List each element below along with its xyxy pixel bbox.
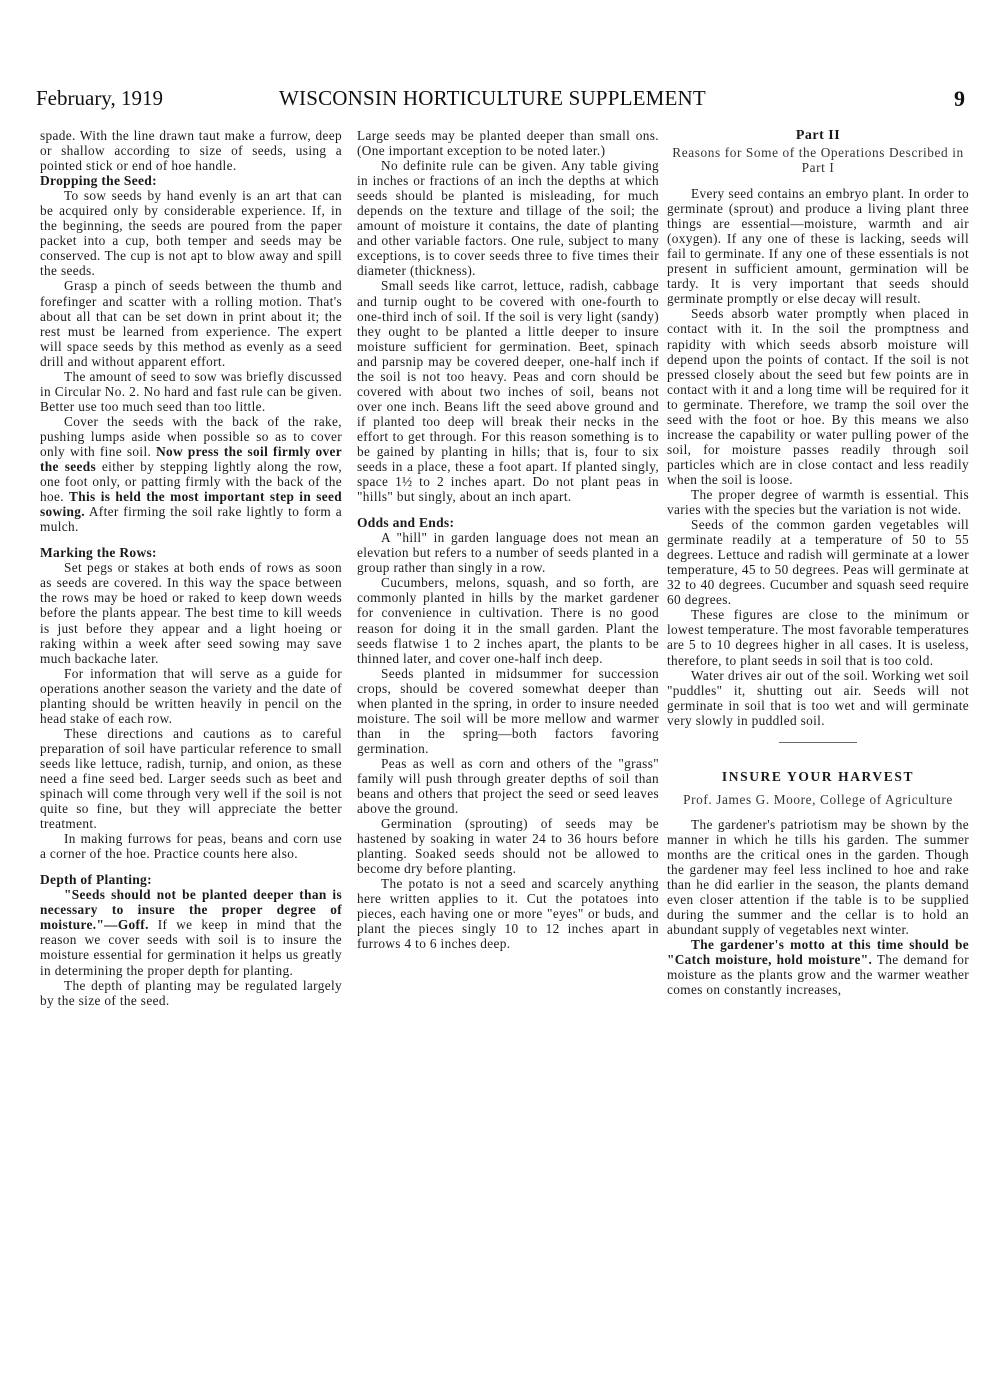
bold-motto: The gardener's motto at this time should be "Catch moisture, hold moisture". [667,937,969,968]
text-run: either by stepping lightly along the row, one foot only, or patting firmly with the back of the hoe. [40,459,342,505]
paragraph: The proper degree of warmth is essential. This varies with the species but the variation is not wide. [667,486,969,518]
paragraph: Seeds of the common garden vegetables will germinate readily at a temperature of 50 to 55 degrees. Lettuce and radish will germinate at a lower temperature, 45 to 50 degrees. Peas will germinate at 32 to 40 degrees. Cucumber and squash seed require 60 degrees. [667,517,969,608]
paragraph [40,414,342,534]
bold-text: Now press the soil firmly over the seeds [40,443,342,475]
bold-quote: "Seeds should not be planted deeper than is necessary to insure the proper degree of moisture."—Goff. [40,887,342,933]
section-heading-marking-rows: Marking the Rows: [40,545,157,561]
paragraph [40,887,342,977]
paragraph: For information that will serve as a guide for operations another season the variety and the date of planting should be written heavily in pencil on the head stake of each row. [40,665,342,726]
paragraph: The gardener's patriotism may be shown by the manner in which he tills his garden. The summer months are the critical ones in the garden. Though the gardener may feel less inclined to hoe and rake than he did earlier in the season, the plants demand even closer attention if the table is to be supplied during the summer and the cellar is to hold an abundant supply of vegetables next winter. [667,816,969,938]
article-byline: Prof. James G. Moore, College of Agriculture [683,791,953,807]
part-subtitle: Reasons for Some of the Operations Described in Part I [672,145,964,176]
paragraph: Large seeds may be planted deeper than small ons. (One important exception to be noted later.) [357,128,659,159]
page-number: 9 [954,86,965,111]
paragraph: Small seeds like carrot, lettuce, radish, cabbage and turnip ought to be covered with one-fourth to one-third inch of soil. If the soil is very light (sandy) they ought to be planted a little deeper to insure moisture sufficient for germination. Beet, spinach and parsnip may be covered deeper, one-half inch if the soil is not too heavy. Peas and corn should be covered with about two inches of soil, beans not over one inch. Beans lift the seed above ground and if planted too deep will break their necks in the effort to get through. For this reason something is to be gained by planting in hills; that is, four to six seeds in a place, these a foot apart. If planted singly, space 1½ to 2 inches apart. Do not plant peas in "hills" but singly, about an inch apart. [357,278,659,505]
paragraph: Germination (sprouting) of seeds may be hastened by soaking in water 24 to 36 hours before planting. Soaked seeds should not be allowed to become dry before planting. [357,816,659,877]
section-heading-dropping-seed: Dropping the Seed: [40,173,157,189]
paragraph: These figures are close to the minimum or lowest temperature. The most favorable temperatures are 5 to 10 degrees higher in all cases. It is useless, therefore, to plant seeds in soil that is too cold. [667,607,969,668]
text-run: If we keep in mind that the reason we cover seeds with soil is to insure the moisture essential for germination it helps us greatly in determining the proper depth for planting. [40,917,342,978]
paragraph: Seeds planted in midsummer for succession crops, should be covered somewhat deeper than when planted in the spring, in order to insure needed moisture. The soil will be more mellow and warmer than in the spring—both factors favoring germination. [357,665,659,756]
part-title: Part II [795,128,841,143]
publication-title: WISCONSIN HORTICULTURE SUPPLEMENT [279,86,706,110]
column-right [667,128,969,1278]
paragraph: Seeds absorb water promptly when placed in contact with it. In the soil the promptness and rapidity with which seeds absorb moisture will depend upon the points of contact. If the soil is not pressed closely about the seed but few points are in contact with it and a long time will be required for it to germinate. Therefore, we tramp the soil over the seed with the foot or hoe. By this means we also increase the capability or water pulling power of the soil, for moisture passes readily through soil particles which are in close contact and less readily when the soil is loose. [667,306,969,487]
paragraph [667,937,969,997]
article-title: INSURE YOUR HARVEST [721,768,915,784]
paragraph: Cucumbers, melons, squash, and so forth, are commonly planted in hills by the market gardener for convenience in cultivation. There is no good reason for doing it in the small garden. Plant the seeds flatwise 1 to 2 inches apart, the plants to be thinned later, and cover one-half inch deep. [357,575,659,666]
paragraph: The potato is not a seed and scarcely anything here written applies to it. Cut the potatoes into pieces, each having one or more "eyes" or buds, and plant the pieces singly 10 to 12 inches apart in furrows 4 to 6 inches deep. [357,876,659,952]
paragraph: The depth of planting may be regulated largely by the size of the seed. [40,977,342,1008]
section-heading-odds-ends: Odds and Ends: [357,515,455,531]
paragraph: spade. With the line drawn taut make a furrow, deep or shallow according to size of seeds, using a pointed stick or end of hoe handle. [40,128,342,174]
column-middle [357,128,659,1278]
text-run: After firming the soil rake lightly to form a mulch. [40,504,342,535]
paragraph: To sow seeds by hand evenly is an art that can be acquired only by considerable experience. If, in the beginning, the seeds are poured from the paper packet into a cup, both temper and seeds may be conserved. The cup is not apt to blow away and spill the seeds. [40,188,342,279]
section-heading-depth-planting: Depth of Planting: [40,872,152,888]
column-left [40,128,342,1278]
paragraph: A "hill" in garden language does not mean an elevation but refers to a number of seeds planted in a group rather than singly in a row. [357,530,659,576]
paragraph: Water drives air out of the soil. Working wet soil "puddles" it, shutting out air. Seeds will not germinate in soil that is too wet and will germinate very slowly in puddled soil. [667,667,969,728]
paragraph: These directions and cautions as to careful preparation of soil have particular reference to small seeds like lettuce, radish, turnip, and onion, as these need a fine seed bed. Larger seeds such as beet and spinach will come through very well if the soil is not quite so fine, but they will appreciate the better treatment. [40,725,342,832]
paragraph: Every seed contains an embryo plant. In order to germinate (sprout) and produce a living plant three things are essential—moisture, warmth and air (oxygen). If any one of these is lacking, seeds will fail to germinate. If any one of these essentials is not present in sufficient amount, germination will be tardy. It is very important that seeds should germinate promptly or else decay will result. [667,186,969,307]
paragraph: Set pegs or stakes at both ends of rows as soon as seeds are covered. In this way the space between the rows may be hoed or raked to keep down weeds before the plants appear. The best time to kill weeds is just before they appear and a light hoeing or raking within a week after seed sowing may save much backache later. [40,560,342,666]
paragraph: Peas as well as corn and others of the "grass" family will push through greater depths of soil than beans and others that project the seed or seed leaves above the ground. [357,755,659,817]
issue-date: February, 1919 [36,86,163,110]
paragraph: Grasp a pinch of seeds between the thumb and forefinger and scatter with a rolling motion. That's about all that can be set down in print about it; the rest must be learned from experience. The expert will space seeds by this method as evenly as a seed drill and without apparent effort. [40,278,342,369]
text-run: Cover the seeds with the back of the rake, pushing lumps aside when possible so as to cover only with fine soil. [40,413,342,459]
paragraph: In making furrows for peas, beans and corn use a corner of the hoe. Practice counts here also. [40,831,342,862]
paragraph: The amount of seed to sow was briefly discussed in Circular No. 2. No hard and fast rule can be given. Better use too much seed than too little. [40,368,342,414]
text-run: The demand for moisture as the plants grow and the warmer weather comes on constantly increases, [667,952,969,998]
section-divider [779,742,857,743]
page-header [36,86,965,116]
paragraph: No definite rule can be given. Any table giving in inches or fractions of an inch the depths at which seeds should be planted is misleading, for much depends on the texture and tillage of the soil; the amount of moisture it contains, the date of planting and other variable factors. One rule, subject to many exceptions, is to cover seeds three to five times their diameter (thickness). [357,158,659,279]
bold-text: This is held the most important step in seed sowing. [40,489,342,520]
